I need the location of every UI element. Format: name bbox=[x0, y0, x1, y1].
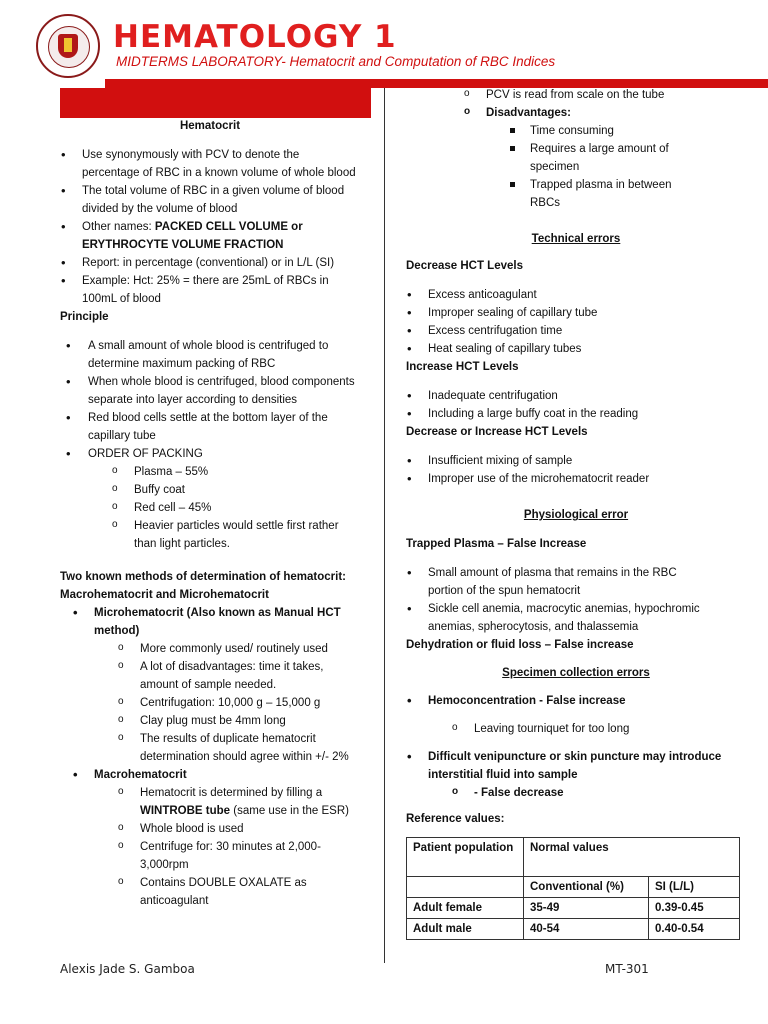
decrease-increase-hct-heading: Decrease or Increase HCT Levels bbox=[406, 426, 588, 438]
table-cell bbox=[407, 877, 524, 898]
dehydration-heading: Dehydration or fluid loss – False increase bbox=[406, 639, 634, 651]
microhematocrit-list bbox=[116, 640, 356, 766]
reference-values-heading: Reference values: bbox=[406, 813, 505, 825]
table-subheader-row bbox=[407, 877, 740, 898]
table-cell: 0.39-0.45 bbox=[649, 898, 740, 919]
table-cell: 0.40-0.54 bbox=[649, 919, 740, 940]
list-item: • Including a large buffy coat in the reading bbox=[406, 405, 746, 423]
macro-list bbox=[72, 766, 360, 784]
list-item-wintrobe bbox=[116, 784, 356, 820]
list-item: o Red cell – 45% bbox=[110, 499, 360, 517]
methods-subheading: Macrohematocrit and Microhematocrit bbox=[60, 589, 269, 601]
difficult-venipuncture-list bbox=[406, 748, 746, 784]
list-item: o Leaving tourniquet for too long bbox=[450, 720, 746, 738]
technical-errors-heading: Technical errors bbox=[531, 233, 621, 245]
microhematocrit-item: • Microhematocrit (Also known as Manual HCT method) bbox=[72, 604, 360, 640]
table-header-cell: Patient population bbox=[407, 838, 524, 877]
list-item: Time consuming bbox=[506, 122, 691, 140]
list-item: o Buffy coat bbox=[110, 481, 360, 499]
column-divider bbox=[384, 88, 385, 963]
difficult-venipuncture-sublist bbox=[450, 784, 746, 802]
table-cell: 35-49 bbox=[524, 898, 649, 919]
list-item: • Example: Hct: 25% = there are 25mL of RBCs in 100mL of blood bbox=[60, 272, 360, 308]
list-item: • When whole blood is centrifuged, blood components separate into layer according to densities bbox=[60, 373, 360, 409]
shield-icon bbox=[58, 34, 78, 58]
list-item: • Excess centrifugation time bbox=[406, 322, 746, 340]
table-row bbox=[407, 898, 740, 919]
difficult-venipuncture-item: • Difficult venipuncture or skin puncture may introduce interstitial fluid into sample bbox=[406, 748, 746, 784]
list-item: • A small amount of whole blood is centrifuged to determine maximum packing of RBC bbox=[60, 337, 360, 373]
page-subtitle: MIDTERMS LABORATORY- Hematocrit and Computation of RBC Indices bbox=[116, 54, 556, 69]
specimen-list bbox=[406, 692, 746, 710]
intro-list bbox=[60, 146, 360, 308]
macrohematocrit-item: • Macrohematocrit bbox=[72, 766, 360, 784]
list-item: • Improper sealing of capillary tube bbox=[406, 304, 746, 322]
increase-list bbox=[406, 387, 746, 423]
decrease-hct-heading: Decrease HCT Levels bbox=[406, 260, 523, 272]
list-item: • Inadequate centrifugation bbox=[406, 387, 746, 405]
list-item: • Small amount of plasma that remains in the RBC portion of the spun hematocrit bbox=[406, 564, 706, 600]
list-item: o Plasma – 55% bbox=[110, 463, 360, 481]
list-item: o PCV is read from scale on the tube bbox=[462, 86, 746, 104]
list-item: • ORDER OF PACKING bbox=[60, 445, 360, 463]
right-column bbox=[406, 86, 746, 940]
list-item: o Heavier particles would settle first rather than light particles. bbox=[110, 517, 360, 553]
list-item: • Excess anticoagulant bbox=[406, 286, 746, 304]
university-seal-logo bbox=[36, 14, 100, 78]
macrohematocrit-list bbox=[116, 784, 356, 910]
list-item: • Improper use of the microhematocrit reader bbox=[406, 470, 746, 488]
table-header-cell: Normal values bbox=[524, 838, 740, 877]
list-item: Requires a large amount of specimen bbox=[506, 140, 691, 176]
decrease-list bbox=[406, 286, 746, 358]
list-item: o - False decrease bbox=[450, 784, 746, 802]
trapped-plasma-list bbox=[406, 564, 706, 636]
methods-heading: Two known methods of determination of hematocrit: bbox=[60, 571, 347, 583]
principle-heading: Principle bbox=[60, 311, 109, 323]
disadvantages-item: o Disadvantages: bbox=[462, 104, 746, 122]
trapped-plasma-heading: Trapped Plasma – False Increase bbox=[406, 538, 587, 550]
hemoconcentration-item: • Hemoconcentration - False increase bbox=[406, 692, 746, 710]
table-header-row bbox=[407, 838, 740, 877]
table-cell: Adult male bbox=[407, 919, 524, 940]
increase-hct-heading: Increase HCT Levels bbox=[406, 361, 519, 373]
disadvantages-list bbox=[506, 122, 691, 212]
wintrobe-bold: WINTROBE tube bbox=[140, 805, 231, 817]
footer-author: Alexis Jade S. Gamboa bbox=[60, 962, 195, 976]
list-item: o Centrifugation: 10,000 g – 15,000 g bbox=[116, 694, 356, 712]
wintrobe-suffix: (same use in the ESR) bbox=[230, 805, 349, 817]
left-column bbox=[60, 117, 360, 910]
physiological-error-heading: Physiological error bbox=[523, 509, 629, 521]
list-item: o More commonly used/ routinely used bbox=[116, 640, 356, 658]
left-red-banner bbox=[60, 88, 371, 118]
footer-course: MT-301 bbox=[605, 962, 649, 976]
table-header-cell: Conventional (%) bbox=[524, 877, 649, 898]
page-title: HEMATOLOGY 1 bbox=[113, 19, 397, 55]
table-row bbox=[407, 919, 740, 940]
wintrobe-continued-list bbox=[462, 86, 746, 122]
packing-list bbox=[110, 463, 360, 553]
methods-list bbox=[72, 604, 360, 640]
list-item: • Red blood cells settle at the bottom layer of the capillary tube bbox=[60, 409, 360, 445]
list-item: o A lot of disadvantages: time it takes, amount of sample needed. bbox=[116, 658, 356, 694]
table-header-cell: SI (L/L) bbox=[649, 877, 740, 898]
other-names-prefix: Other names: bbox=[82, 221, 155, 233]
list-item: • Report: in percentage (conventional) or in L/L (SI) bbox=[60, 254, 360, 272]
list-item: o Centrifuge for: 30 minutes at 2,000-3,000rpm bbox=[116, 838, 356, 874]
list-item: • The total volume of RBC in a given volume of blood divided by the volume of blood bbox=[60, 182, 360, 218]
list-item: o Whole blood is used bbox=[116, 820, 356, 838]
list-item: Trapped plasma in between RBCs bbox=[506, 176, 691, 212]
list-item: • Insufficient mixing of sample bbox=[406, 452, 746, 470]
reference-values-table bbox=[406, 837, 740, 940]
list-item: • Use synonymously with PCV to denote the percentage of RBC in a known volume of whole blood bbox=[60, 146, 360, 182]
specimen-errors-heading: Specimen collection errors bbox=[502, 667, 650, 679]
list-item: o The results of duplicate hematocrit determination should agree within +/- 2% bbox=[116, 730, 356, 766]
list-item: o Contains DOUBLE OXALATE as anticoagulant bbox=[116, 874, 356, 910]
table-cell: 40-54 bbox=[524, 919, 649, 940]
list-item: • Sickle cell anemia, macrocytic anemias, hypochromic anemias, spherocytosis, and thalassemia bbox=[406, 600, 706, 636]
list-item: o Clay plug must be 4mm long bbox=[116, 712, 356, 730]
hematocrit-heading: Hematocrit bbox=[179, 120, 241, 132]
principle-list bbox=[60, 337, 360, 463]
decrease-increase-list bbox=[406, 452, 746, 488]
list-item-other-names bbox=[60, 218, 360, 254]
wintrobe-prefix: Hematocrit is determined by filling a bbox=[140, 787, 323, 799]
hemoconcentration-sublist bbox=[450, 720, 746, 738]
list-item: • Heat sealing of capillary tubes bbox=[406, 340, 746, 358]
other-names-bold: PACKED CELL VOLUME or ERYTHROCYTE VOLUME FRACTION bbox=[82, 221, 303, 251]
table-cell: Adult female bbox=[407, 898, 524, 919]
